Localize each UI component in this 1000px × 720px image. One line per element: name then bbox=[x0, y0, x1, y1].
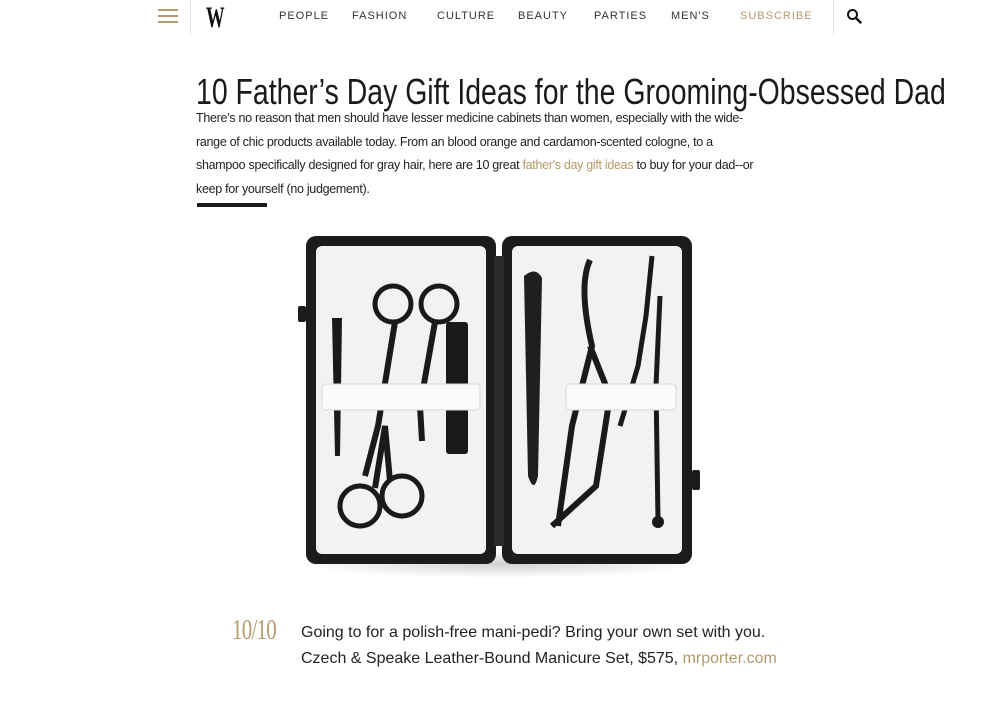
title-rule bbox=[197, 203, 267, 207]
site-logo[interactable]: W bbox=[206, 1, 223, 34]
manicure-set-image[interactable] bbox=[290, 226, 710, 584]
caption-line-2 bbox=[301, 646, 821, 672]
nav-item-mens[interactable]: MEN'S bbox=[671, 10, 710, 22]
caption-line-1: Going to for a polish-free mani-pedi? Bring your own set with you. bbox=[301, 624, 766, 641]
slide-caption bbox=[301, 620, 821, 672]
subscribe-link[interactable]: SUBSCRIBE bbox=[740, 10, 813, 22]
product-credit: Czech & Speake Leather-Bound Manicure Set, $575, bbox=[301, 650, 683, 667]
nav-divider bbox=[833, 0, 834, 34]
nav-item-fashion[interactable]: FASHION bbox=[352, 10, 408, 22]
retailer-link[interactable]: mrporter.com bbox=[682, 650, 777, 667]
nav-item-beauty[interactable]: BEAUTY bbox=[518, 10, 569, 22]
nav-item-culture[interactable]: CULTURE bbox=[437, 10, 496, 22]
nav-item-people[interactable]: PEOPLE bbox=[279, 10, 330, 22]
slide-counter: 10/10 bbox=[232, 614, 276, 646]
article-title: 10 Father’s Day Gift Ideas for the Grooming-Obsessed Dad bbox=[196, 71, 946, 113]
menu-icon[interactable] bbox=[158, 9, 178, 25]
intro-text-end: to buy for your dad--or keep for yourself (no judgement). bbox=[196, 158, 754, 196]
gift-ideas-link[interactable]: father's day gift ideas bbox=[522, 158, 634, 172]
intro-text: There’s no reason that men should have lesser medicine cabinets than women, especially with the wide-range of chic products available today. From an blood orange and cardamon-scented cologne, to a shampoo specifically designed for gray hair, here are 10 great bbox=[196, 111, 743, 172]
nav-divider bbox=[190, 0, 191, 34]
nav-item-parties[interactable]: PARTIES bbox=[594, 10, 648, 22]
article-intro bbox=[196, 107, 756, 201]
top-navigation bbox=[0, 0, 1000, 34]
search-icon[interactable] bbox=[846, 8, 862, 24]
